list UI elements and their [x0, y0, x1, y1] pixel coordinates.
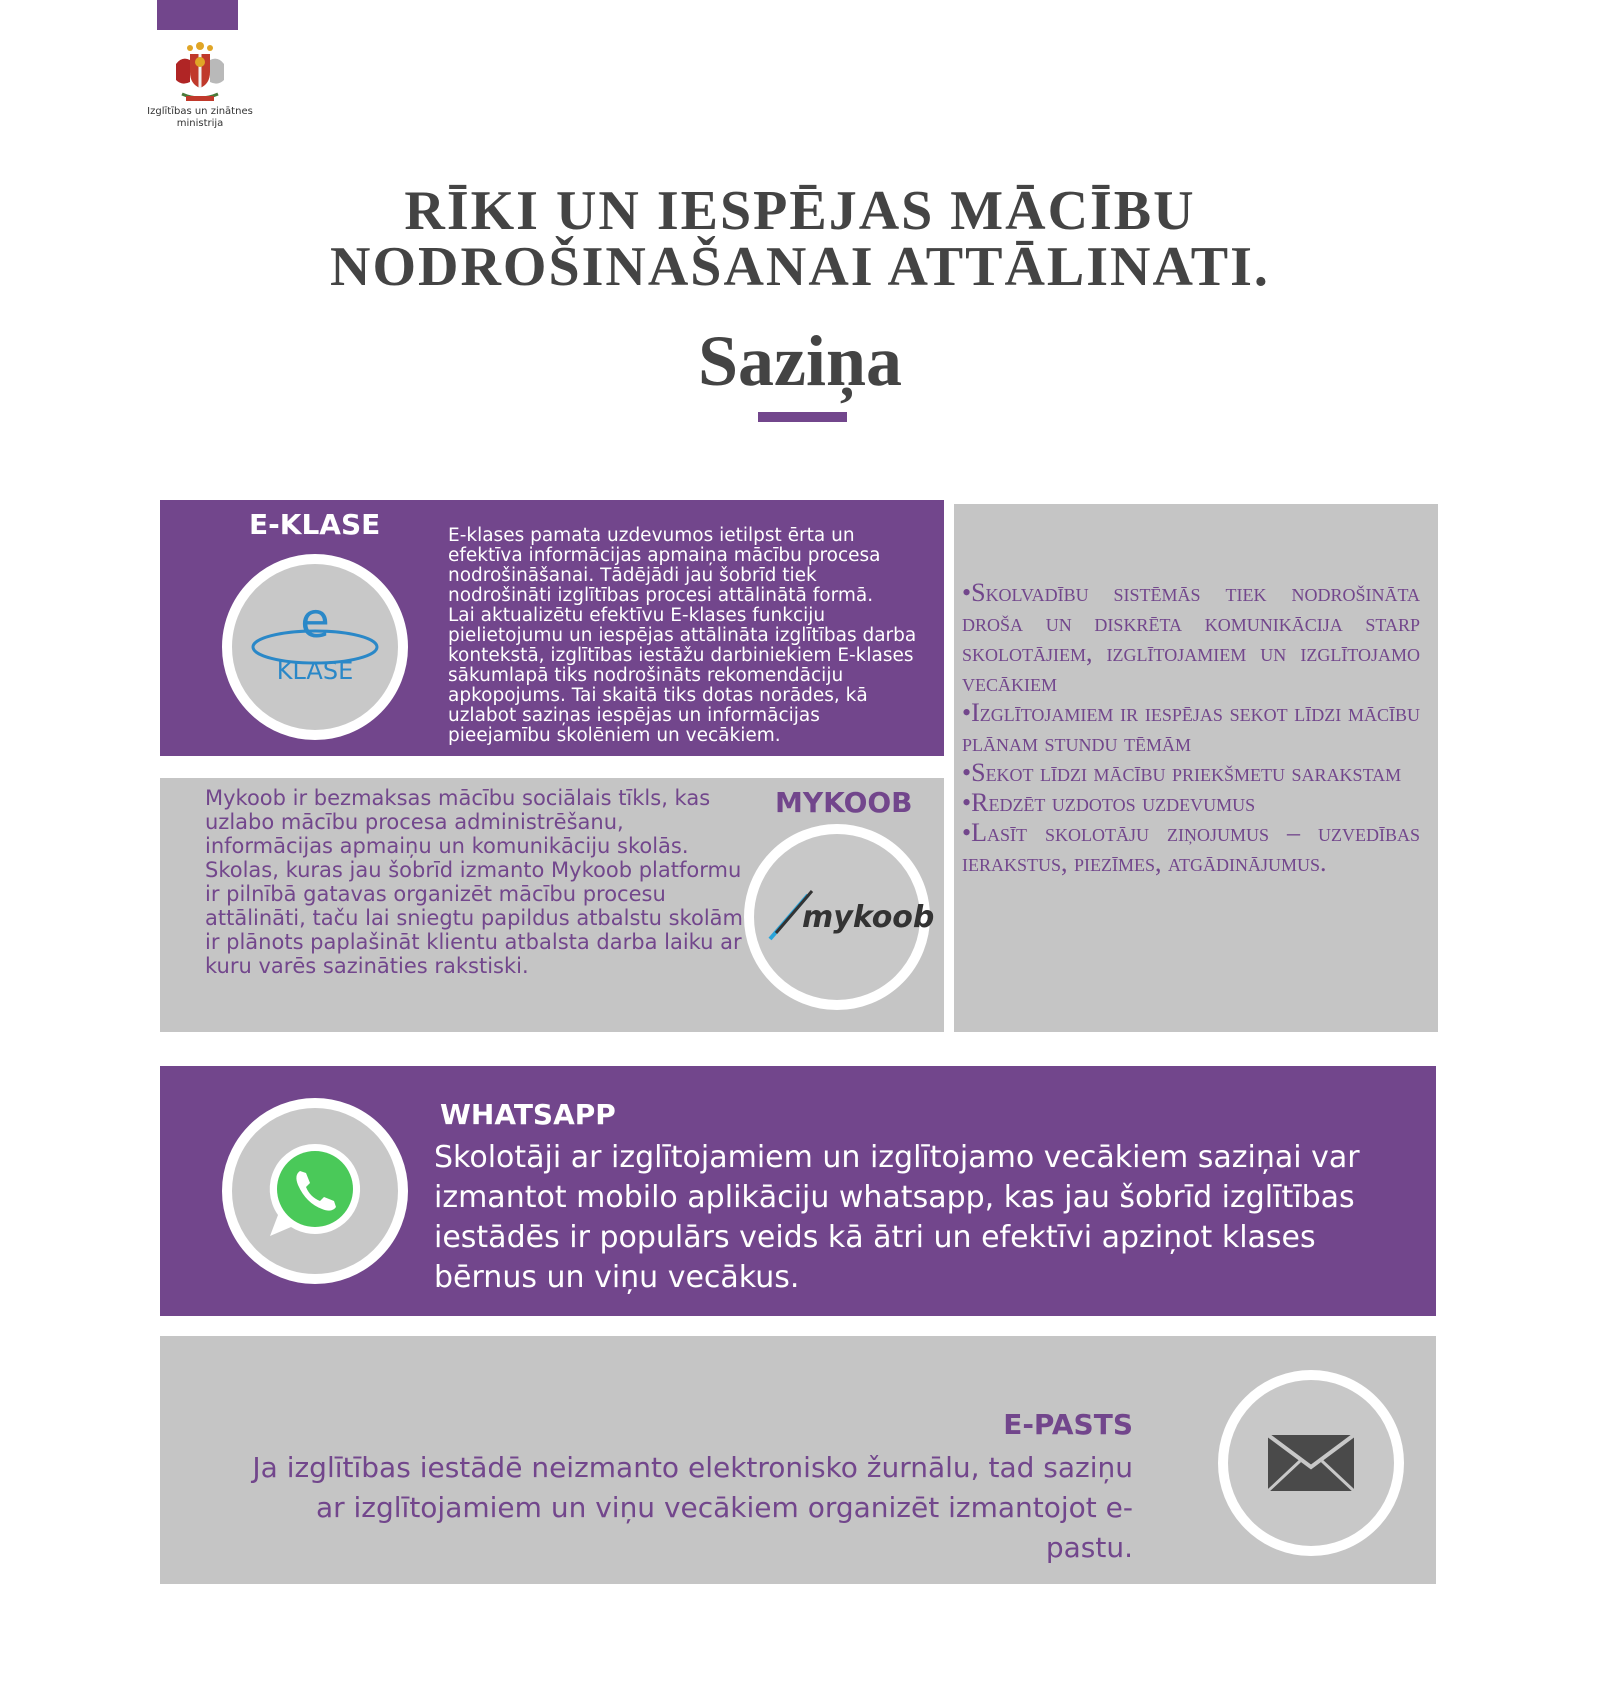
- whatsapp-description: Skolotāji ar izglītojamiem un izglītojamo vecākiem saziņai var izmantot mobilo aplikāciju whatsapp, kas jau šobrīd izglītības iestādēs ir populārs veids kā ātri un efektīvi apziņot klases bērnus un viņu vecākus.: [434, 1140, 1360, 1295]
- eklase-icon: [245, 593, 385, 697]
- ministry-name-line2: ministrija: [176, 118, 224, 129]
- title-line1: RĪKI UN IESPĒJAS MĀCĪBU: [404, 180, 1196, 242]
- mykoob-heading: MYKOOB: [775, 786, 913, 819]
- feature-item: •Sekot līdzi mācību priekšmetu sarakstam: [962, 758, 1402, 787]
- feature-item: •Redzēt uzdotos uzdevumus: [962, 788, 1256, 817]
- eklase-description: [448, 526, 920, 746]
- mykoob-logo: [744, 824, 935, 1010]
- subtitle-underline: [758, 412, 847, 422]
- whatsapp-heading: WHATSAPP: [440, 1098, 616, 1131]
- whatsapp-icon: [260, 1136, 370, 1246]
- feature-item: •Skolvadību sistēmās tiek nodrošināta droša un diskrēta komunikācija starp skolotājiem, izglītojamiem un izglītojamo vecākiem: [962, 578, 1420, 697]
- coat-of-arms-icon: [168, 40, 232, 106]
- ministry-name-line1: Izglītības un zinātnes: [147, 106, 253, 117]
- envelope-icon: [1266, 1433, 1356, 1493]
- eklase-paragraph-2: Lai aktualizētu efektīvu E-klases funkciju pielietojumu un iespējas attālināta izglītības darba kontekstā, izglītības iestāžu darbiniekiem E-klases sākumlapā tiks nodrošināts rekomendāciju apkopojums. Tai skaitā tiks dotas norādes, kā uzlabot saziņas iespējas un informācijas pieejamību skolēniem un vecākiem.: [448, 605, 917, 746]
- eklase-paragraph-1: E-klases pamata uzdevumos ietilpst ērta un efektīva informācijas apmaiņa mācību procesa nodrošināšanai. Tādējādi jau šobrīd tiek nodrošināti izglītības procesi attālinātā formā.: [448, 525, 881, 606]
- section-subtitle: Saziņa: [697, 321, 903, 401]
- page-title: [160, 180, 1440, 298]
- ministry-logo: [140, 40, 260, 140]
- top-accent-bar: [157, 0, 238, 30]
- mykoob-icon: [762, 877, 935, 957]
- title-line2: NODROŠINAŠANAI ATTĀLINATI.: [330, 236, 1270, 298]
- eklase-logo-letter: e: [300, 593, 330, 649]
- features-list: [962, 578, 1420, 878]
- feature-item: •Lasīt skolotāju ziņojumus – uzvedības ierakstus, piezīmes, atgādinājumus.: [962, 818, 1420, 877]
- epasts-description: Ja izglītības iestādē neizmanto elektronisko žurnālu, tad saziņu ar izglītojamiem un viņu vecākiem organizēt izmantojot e-pastu.: [252, 1451, 1133, 1564]
- eklase-heading: E-KLASE: [249, 508, 381, 541]
- epasts-heading: E-PASTS: [1003, 1408, 1133, 1441]
- mykoob-description: Mykoob ir bezmaksas mācību sociālais tīkls, kas uzlabo mācību procesa administrēšanu, informācijas apmaiņu un komunikāciju skolās. Skolas, kuras jau šobrīd izmanto Mykoob platformu ir pilnībā gatavas organizēt mācību procesu attālināti, taču lai sniegtu papildus atbalstu skolām ir plānots paplašināt klientu atbalsta darba laiku ar kuru varēs sazināties rakstiski.: [205, 786, 743, 978]
- mykoob-logo-text: mykoob: [802, 900, 935, 935]
- feature-item: •Izglītojamiem ir iespējas sekot līdzi mācību plānam stundu tēmām: [962, 698, 1420, 757]
- whatsapp-logo: [222, 1098, 408, 1284]
- eklase-logo-text: KLASE: [276, 657, 354, 685]
- eklase-logo: [222, 554, 408, 740]
- epasts-logo: [1218, 1370, 1404, 1556]
